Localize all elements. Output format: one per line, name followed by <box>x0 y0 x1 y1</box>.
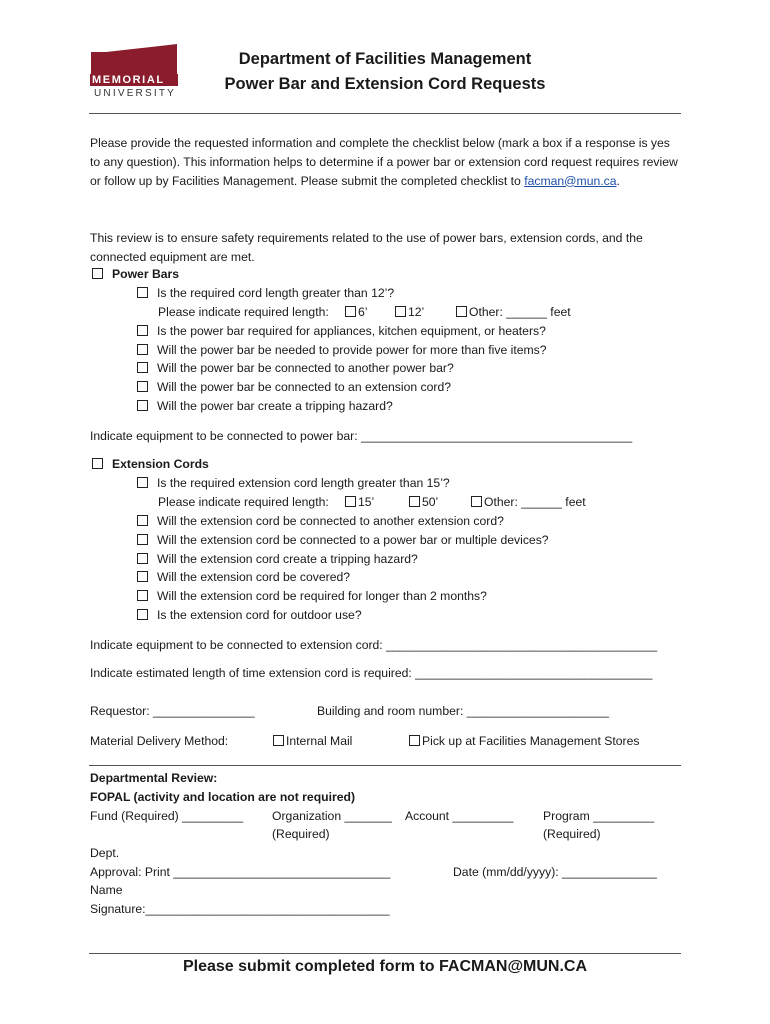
name-label: Name <box>90 883 123 897</box>
internal-mail-checkbox[interactable] <box>273 735 284 746</box>
ec-option-50: 50’ <box>409 495 438 509</box>
ec-15ft-checkbox[interactable] <box>345 496 356 507</box>
pb-question-5: Will the power bar create a tripping hazard? <box>137 399 393 413</box>
fopal-heading: FOPAL (activity and location are not required) <box>90 790 356 804</box>
pb-other-checkbox[interactable] <box>456 306 467 317</box>
delivery-pickup: Pick up at Facilities Management Stores <box>409 734 639 748</box>
date-field[interactable]: Date (mm/dd/yyyy): ______________ <box>453 865 657 879</box>
ec-question-3: Will the extension cord create a tripping hazard? <box>137 552 418 566</box>
pb-question-1: Is the power bar required for appliances, kitchen equipment, or heaters? <box>137 324 546 338</box>
delivery-internal-mail: Internal Mail <box>273 734 352 748</box>
page-title-line2: Power Bar and Extension Cord Requests <box>224 75 546 93</box>
ec-q6-checkbox[interactable] <box>137 609 148 620</box>
pb-option-other: Other: ______ feet <box>456 305 571 319</box>
footer-divider <box>89 953 681 954</box>
pickup-checkbox[interactable] <box>409 735 420 746</box>
ec-q5-checkbox[interactable] <box>137 590 148 601</box>
pb-question-2: Will the power bar be needed to provide power for more than five items? <box>137 343 547 357</box>
ec-question-5: Will the extension cord be required for longer than 2 months? <box>137 589 487 603</box>
delivery-method-label: Material Delivery Method: <box>90 734 229 748</box>
approval-print-field[interactable]: Approval: Print ________________________________ <box>90 865 391 879</box>
ec-option-15: 15’ <box>345 495 374 509</box>
power-bars-heading: Power Bars <box>92 267 179 281</box>
footer-submit-text: Please submit completed form to FACMAN@MUN.CA <box>182 958 588 975</box>
ec-option-other: Other: ______ feet <box>471 495 586 509</box>
power-bars-checkbox[interactable] <box>92 268 103 279</box>
program-field[interactable]: Program _________ <box>543 809 655 823</box>
ec-length-checkbox[interactable] <box>137 477 148 488</box>
ec-q1-checkbox[interactable] <box>137 515 148 526</box>
pb-indicate-length-label: Please indicate required length: <box>158 305 329 319</box>
pb-option-12: 12’ <box>395 305 424 319</box>
review-divider <box>89 765 681 766</box>
ec-50ft-checkbox[interactable] <box>409 496 420 507</box>
pb-question-4: Will the power bar be connected to an extension cord? <box>137 380 451 394</box>
pb-question-length: Is the required cord length greater than 12’? <box>137 286 394 300</box>
extension-cords-heading: Extension Cords <box>92 457 209 471</box>
ec-other-checkbox[interactable] <box>471 496 482 507</box>
pb-length-checkbox[interactable] <box>137 287 148 298</box>
ec-question-length: Is the required extension cord length greater than 15’? <box>137 476 450 490</box>
ec-time-field[interactable]: Indicate estimated length of time extension cord is required: ___________________________________ <box>90 666 653 680</box>
pb-6ft-checkbox[interactable] <box>345 306 356 317</box>
dept-label: Dept. <box>90 846 120 860</box>
ec-q2-checkbox[interactable] <box>137 534 148 545</box>
organization-field[interactable]: Organization _______ <box>272 809 392 823</box>
departmental-review-heading: Departmental Review: <box>90 771 218 785</box>
pb-12ft-checkbox[interactable] <box>395 306 406 317</box>
pb-q3-checkbox[interactable] <box>137 362 148 373</box>
signature-field[interactable]: Signature:____________________________________ <box>90 902 390 916</box>
ec-equipment-field[interactable]: Indicate equipment to be connected to extension cord: ________________________________________ <box>90 638 658 652</box>
ec-question-4: Will the extension cord be covered? <box>137 570 350 584</box>
ec-q3-checkbox[interactable] <box>137 553 148 564</box>
building-room-field[interactable]: Building and room number: _____________________ <box>317 704 610 718</box>
logo-text-memorial: MEMORIAL <box>92 74 165 86</box>
review-paragraph: This review is to ensure safety requirements related to the use of power bars, extension cords, and the connected equipment are met. <box>90 231 643 264</box>
ec-question-6: Is the extension cord for outdoor use? <box>137 608 362 622</box>
email-link[interactable]: facman@mun.ca <box>524 173 617 188</box>
ec-question-1: Will the extension cord be connected to another extension cord? <box>137 514 504 528</box>
page-title-line1: Department of Facilities Management <box>238 50 532 68</box>
ec-question-2: Will the extension cord be connected to a power bar or multiple devices? <box>137 533 549 547</box>
intro-paragraph: Please provide the requested information and complete the checklist below (mark a box if a response is yes to any question). This information helps to determine if a power bar or extension cord request requires review or follow up by Facilities Management. Please submit the completed checklist to facman@mun.ca. <box>90 136 678 188</box>
account-field[interactable]: Account _________ <box>405 809 514 823</box>
logo-text-university: UNIVERSITY <box>94 88 177 99</box>
ec-q4-checkbox[interactable] <box>137 571 148 582</box>
fund-field[interactable]: Fund (Required) _________ <box>90 809 244 823</box>
pb-question-3: Will the power bar be connected to another power bar? <box>137 361 454 375</box>
pb-q1-checkbox[interactable] <box>137 325 148 336</box>
pb-equipment-field[interactable]: Indicate equipment to be connected to power bar: ________________________________________ <box>90 429 633 443</box>
extension-cords-checkbox[interactable] <box>92 458 103 469</box>
organization-required: (Required) <box>272 827 330 841</box>
header-divider <box>89 113 681 114</box>
pb-q5-checkbox[interactable] <box>137 400 148 411</box>
requestor-field[interactable]: Requestor: _______________ <box>90 704 255 718</box>
pb-q4-checkbox[interactable] <box>137 381 148 392</box>
pb-option-6: 6’ <box>345 305 368 319</box>
pb-q2-checkbox[interactable] <box>137 344 148 355</box>
program-required: (Required) <box>543 827 601 841</box>
ec-indicate-length-label: Please indicate required length: <box>158 495 329 509</box>
